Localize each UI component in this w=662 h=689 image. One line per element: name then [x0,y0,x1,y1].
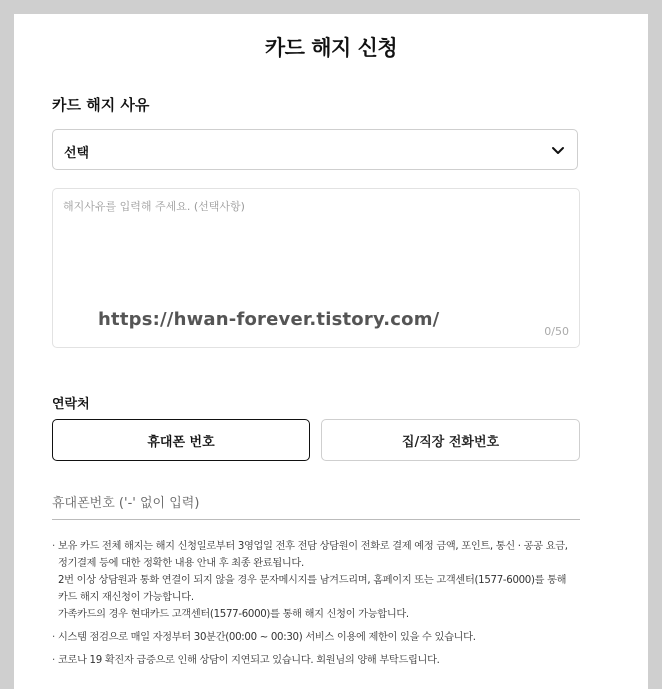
card-cancel-form [14,14,648,689]
page-title: 카드 해지 신청 [264,36,398,60]
notice-list [52,538,592,675]
reason-select-value: 선택 [64,146,90,161]
notice-item [52,652,592,669]
notice-line: · 코로나 19 확진자 급증으로 인해 상담이 지연되고 있습니다. 회원님의 양해 부탁드립니다. [58,655,440,666]
notice-line: · 시스템 점검으로 매일 자정부터 30분간(00:00 ~ 00:30) 서비스 이용에 제한이 있을 수 있습니다. [58,632,476,643]
char-counter: 0/50 [544,325,569,338]
reason-textarea[interactable] [52,188,580,348]
chevron-down-icon [551,143,565,157]
tab-mobile-phone[interactable]: 휴대폰 번호 [52,419,310,461]
notice-item [52,629,592,646]
notice-line: 카드 해지 재신청이 가능합니다. [58,592,194,603]
phone-number-input[interactable] [52,486,580,520]
notice-line: · 보유 카드 전체 해지는 해지 신청일로부터 3영업일 전후 전담 상담원이 전화로 결제 예정 금액, 포인트, 통신 · 공공 요금, [58,541,568,552]
reason-textarea-placeholder: 해지사유를 입력해 주세요. (선택사항) [63,200,245,213]
tab-home-work-phone[interactable]: 집/직장 전화번호 [321,419,580,461]
blog-watermark: https://hwan-forever.tistory.com/ [98,309,440,330]
notice-line: 정기결제 등에 대한 정확한 내용 안내 후 최종 완료됩니다. [58,558,304,569]
notice-line: 2번 이상 상담원과 통화 연결이 되지 않을 경우 문자메시지를 남겨드리며, 홈페이지 또는 고객센터(1577-6000)를 통해 [58,575,567,586]
notice-line: 가족카드의 경우 현대카드 고객센터(1577-6000)를 통해 해지 신청이 가능합니다. [58,609,409,620]
reason-select[interactable] [52,129,578,170]
reason-section-label: 카드 해지 사유 [52,96,150,114]
phone-number-placeholder: 휴대폰번호 ('-' 없이 입력) [52,496,200,511]
notice-item [52,538,592,623]
contact-section-label: 연락처 [52,397,90,412]
